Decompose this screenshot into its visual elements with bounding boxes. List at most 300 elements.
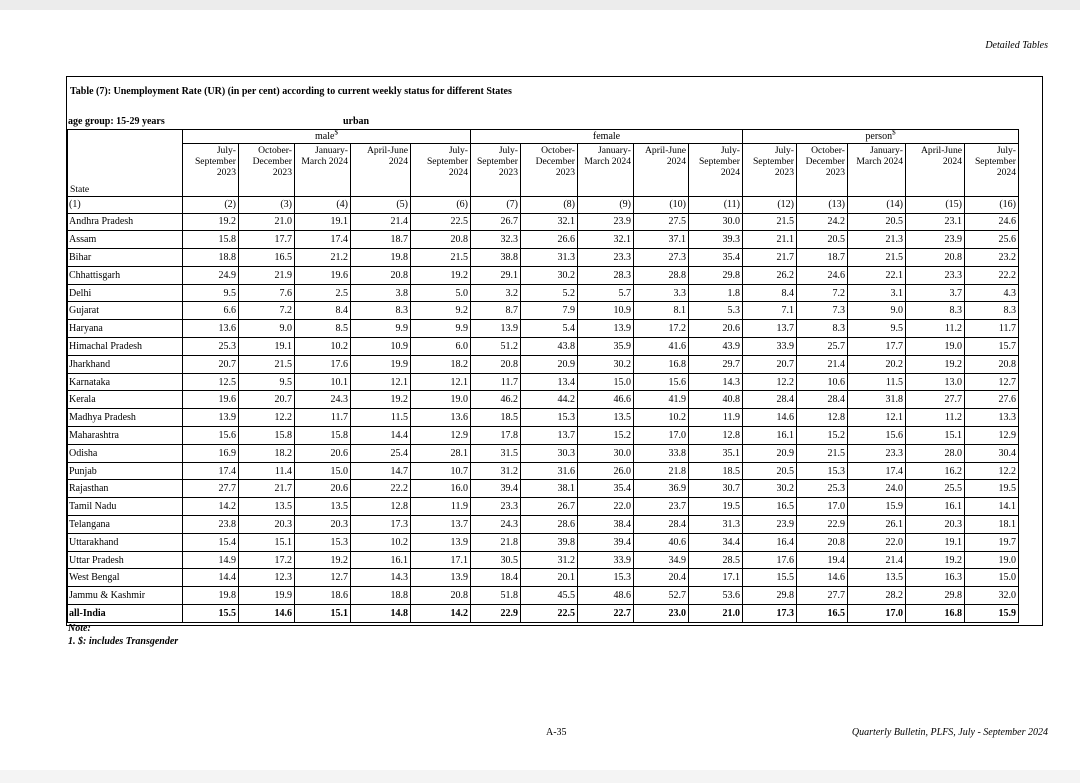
rate-cell: 23.9 — [906, 231, 965, 249]
group-label: male — [315, 131, 335, 142]
rate-cell: 13.7 — [743, 320, 797, 338]
rate-cell: 21.0 — [239, 213, 295, 231]
rate-cell: 25.6 — [965, 231, 1019, 249]
period-header: July-September 2024 — [411, 144, 471, 197]
rate-cell: 20.8 — [906, 249, 965, 267]
period-header: January-March 2024 — [295, 144, 351, 197]
state-name: West Bengal — [68, 569, 183, 587]
rate-cell: 30.5 — [471, 551, 521, 569]
rate-cell: 21.5 — [411, 249, 471, 267]
rate-cell: 20.8 — [411, 587, 471, 605]
table-row — [68, 231, 1019, 249]
rate-cell: 36.9 — [634, 480, 689, 498]
rate-cell: 31.3 — [689, 516, 743, 534]
rate-cell: 29.1 — [471, 266, 521, 284]
rate-cell: 19.1 — [239, 338, 295, 356]
rate-cell: 35.4 — [689, 249, 743, 267]
rate-cell: 21.8 — [634, 462, 689, 480]
rate-cell: 27.5 — [634, 213, 689, 231]
period-header-row — [68, 144, 1019, 197]
rate-cell: 13.9 — [411, 533, 471, 551]
rate-cell: 20.2 — [848, 355, 906, 373]
state-name: Karnataka — [68, 373, 183, 391]
rate-cell: 30.2 — [743, 480, 797, 498]
state-name: Haryana — [68, 320, 183, 338]
rate-cell: 12.5 — [183, 373, 239, 391]
rate-cell: 20.8 — [411, 231, 471, 249]
table-row — [68, 516, 1019, 534]
state-name: Himachal Pradesh — [68, 338, 183, 356]
rate-cell: 30.3 — [521, 444, 578, 462]
rate-cell: 15.3 — [521, 409, 578, 427]
section-header: Detailed Tables — [985, 40, 1048, 51]
area-label: urban — [343, 116, 370, 127]
rate-cell: 23.1 — [906, 213, 965, 231]
rate-cell: 17.7 — [848, 338, 906, 356]
rate-cell: 26.2 — [743, 266, 797, 284]
state-name: Maharashtra — [68, 427, 183, 445]
rate-cell: 33.8 — [634, 444, 689, 462]
viewer-bottom-strip — [0, 770, 1080, 783]
rate-cell: 15.8 — [183, 231, 239, 249]
rate-cell: 12.1 — [411, 373, 471, 391]
state-name: Rajasthan — [68, 480, 183, 498]
period-header: April-June 2024 — [351, 144, 411, 197]
rate-cell: 8.1 — [634, 302, 689, 320]
rate-cell: 4.3 — [965, 284, 1019, 302]
rate-cell: 19.2 — [295, 551, 351, 569]
rate-cell: 29.8 — [743, 587, 797, 605]
rate-cell: 32.3 — [471, 231, 521, 249]
rate-cell: 12.2 — [743, 373, 797, 391]
rate-cell: 17.0 — [848, 605, 906, 623]
table-body — [68, 130, 1019, 623]
column-number: (7) — [471, 196, 521, 213]
rate-cell: 11.7 — [471, 373, 521, 391]
column-number: (6) — [411, 196, 471, 213]
rate-cell: 20.8 — [965, 355, 1019, 373]
rate-cell: 29.8 — [689, 266, 743, 284]
rate-cell: 1.8 — [689, 284, 743, 302]
rate-cell: 19.9 — [351, 355, 411, 373]
rate-cell: 10.6 — [797, 373, 848, 391]
group-label: female — [592, 131, 621, 142]
column-number: (9) — [578, 196, 634, 213]
state-name: Tamil Nadu — [68, 498, 183, 516]
age-group-label: age group: 15-29 years — [68, 116, 165, 127]
rate-cell: 31.2 — [521, 551, 578, 569]
rate-cell: 10.2 — [351, 533, 411, 551]
unemployment-table — [67, 129, 1019, 623]
rate-cell: 18.5 — [471, 409, 521, 427]
state-name: Bihar — [68, 249, 183, 267]
rate-cell: 26.1 — [848, 516, 906, 534]
rate-cell: 24.6 — [797, 266, 848, 284]
rate-cell: 3.2 — [471, 284, 521, 302]
period-header: October-December 2023 — [521, 144, 578, 197]
rate-cell: 13.5 — [578, 409, 634, 427]
rate-cell: 38.4 — [578, 516, 634, 534]
rate-cell: 19.9 — [239, 587, 295, 605]
rate-cell: 15.1 — [906, 427, 965, 445]
rate-cell: 8.4 — [743, 284, 797, 302]
rate-cell: 9.9 — [351, 320, 411, 338]
rate-cell: 15.1 — [239, 533, 295, 551]
rate-cell: 19.5 — [965, 480, 1019, 498]
rate-cell: 20.1 — [521, 569, 578, 587]
table-frame — [66, 76, 1043, 626]
rate-cell: 14.1 — [965, 498, 1019, 516]
rate-cell: 24.3 — [295, 391, 351, 409]
rate-cell: 14.6 — [239, 605, 295, 623]
rate-cell: 12.2 — [965, 462, 1019, 480]
rate-cell: 28.4 — [743, 391, 797, 409]
rate-cell: 8.3 — [965, 302, 1019, 320]
rate-cell: 13.0 — [906, 373, 965, 391]
rate-cell: 22.2 — [965, 266, 1019, 284]
rate-cell: 17.4 — [183, 462, 239, 480]
rate-cell: 19.8 — [351, 249, 411, 267]
state-name: Kerala — [68, 391, 183, 409]
rate-cell: 8.3 — [351, 302, 411, 320]
rate-cell: 13.9 — [578, 320, 634, 338]
rate-cell: 31.5 — [471, 444, 521, 462]
group-label: person — [865, 131, 893, 142]
rate-cell: 53.6 — [689, 587, 743, 605]
rate-cell: 14.2 — [183, 498, 239, 516]
note-item: 1. $: includes Transgender — [68, 636, 179, 647]
rate-cell: 26.0 — [578, 462, 634, 480]
group-label-superscript: $ — [892, 129, 896, 137]
rate-cell: 12.8 — [351, 498, 411, 516]
rate-cell: 46.2 — [471, 391, 521, 409]
rate-cell: 43.9 — [689, 338, 743, 356]
rate-cell: 34.9 — [634, 551, 689, 569]
rate-cell: 20.9 — [521, 355, 578, 373]
table-row — [68, 266, 1019, 284]
rate-cell: 19.2 — [411, 266, 471, 284]
rate-cell: 23.8 — [183, 516, 239, 534]
period-header: July-September 2024 — [965, 144, 1019, 197]
column-number-row — [68, 196, 1019, 213]
rate-cell: 13.9 — [411, 569, 471, 587]
rate-cell: 14.4 — [183, 569, 239, 587]
rate-cell: 15.0 — [295, 462, 351, 480]
table-row — [68, 427, 1019, 445]
rate-cell: 40.6 — [634, 533, 689, 551]
rate-cell: 7.2 — [797, 284, 848, 302]
group-header-female — [471, 130, 743, 144]
rate-cell: 9.9 — [411, 320, 471, 338]
rate-cell: 13.4 — [521, 373, 578, 391]
rate-cell: 21.3 — [848, 231, 906, 249]
rate-cell: 5.0 — [411, 284, 471, 302]
rate-cell: 17.4 — [295, 231, 351, 249]
rate-cell: 21.4 — [797, 355, 848, 373]
rate-cell: 27.6 — [965, 391, 1019, 409]
rate-cell: 10.7 — [411, 462, 471, 480]
rate-cell: 24.6 — [965, 213, 1019, 231]
rate-cell: 22.2 — [351, 480, 411, 498]
rate-cell: 19.2 — [906, 551, 965, 569]
rate-cell: 16.4 — [743, 533, 797, 551]
table-row — [68, 480, 1019, 498]
rate-cell: 18.7 — [797, 249, 848, 267]
group-label-superscript: $ — [334, 129, 338, 137]
rate-cell: 18.5 — [689, 462, 743, 480]
rate-cell: 45.5 — [521, 587, 578, 605]
rate-cell: 8.7 — [471, 302, 521, 320]
rate-cell: 22.7 — [578, 605, 634, 623]
rate-cell: 18.2 — [411, 355, 471, 373]
rate-cell: 21.1 — [743, 231, 797, 249]
state-name: all-India — [68, 605, 183, 623]
period-header: July-September 2023 — [183, 144, 239, 197]
rate-cell: 16.1 — [743, 427, 797, 445]
rate-cell: 21.0 — [689, 605, 743, 623]
rate-cell: 8.3 — [906, 302, 965, 320]
rate-cell: 29.8 — [906, 587, 965, 605]
rate-cell: 28.2 — [848, 587, 906, 605]
state-column-header: State — [68, 144, 183, 197]
rate-cell: 17.2 — [239, 551, 295, 569]
rate-cell: 15.6 — [848, 427, 906, 445]
rate-cell: 21.2 — [295, 249, 351, 267]
rate-cell: 20.4 — [634, 569, 689, 587]
rate-cell: 44.2 — [521, 391, 578, 409]
rate-cell: 23.3 — [848, 444, 906, 462]
rate-cell: 23.3 — [906, 266, 965, 284]
column-number: (4) — [295, 196, 351, 213]
rate-cell: 39.4 — [578, 533, 634, 551]
state-name: Delhi — [68, 284, 183, 302]
rate-cell: 2.5 — [295, 284, 351, 302]
rate-cell: 16.5 — [797, 605, 848, 623]
rate-cell: 20.3 — [906, 516, 965, 534]
rate-cell: 9.5 — [848, 320, 906, 338]
rate-cell: 39.3 — [689, 231, 743, 249]
rate-cell: 9.2 — [411, 302, 471, 320]
rate-cell: 3.3 — [634, 284, 689, 302]
rate-cell: 14.3 — [351, 569, 411, 587]
rate-cell: 27.7 — [183, 480, 239, 498]
rate-cell: 11.9 — [689, 409, 743, 427]
rate-cell: 26.7 — [471, 213, 521, 231]
page-number: A-35 — [546, 727, 567, 738]
rate-cell: 19.4 — [797, 551, 848, 569]
rate-cell: 14.6 — [797, 569, 848, 587]
rate-cell: 11.7 — [965, 320, 1019, 338]
rate-cell: 39.8 — [521, 533, 578, 551]
rate-cell: 12.3 — [239, 569, 295, 587]
column-number: (14) — [848, 196, 906, 213]
rate-cell: 20.6 — [295, 480, 351, 498]
rate-cell: 20.8 — [351, 266, 411, 284]
rate-cell: 22.1 — [848, 266, 906, 284]
rate-cell: 24.9 — [183, 266, 239, 284]
rate-cell: 15.0 — [578, 373, 634, 391]
period-header: April-June 2024 — [906, 144, 965, 197]
rate-cell: 38.1 — [521, 480, 578, 498]
rate-cell: 22.0 — [848, 533, 906, 551]
table-row — [68, 498, 1019, 516]
rate-cell: 35.9 — [578, 338, 634, 356]
rate-cell: 10.2 — [634, 409, 689, 427]
rate-cell: 15.6 — [183, 427, 239, 445]
rate-cell: 15.9 — [848, 498, 906, 516]
rate-cell: 21.7 — [743, 249, 797, 267]
notes-heading: Note: — [68, 623, 91, 634]
rate-cell: 15.1 — [295, 605, 351, 623]
table-notes — [68, 622, 178, 648]
period-header: July-September 2023 — [471, 144, 521, 197]
rate-cell: 15.9 — [965, 605, 1019, 623]
rate-cell: 7.1 — [743, 302, 797, 320]
rate-cell: 9.0 — [848, 302, 906, 320]
rate-cell: 14.6 — [743, 409, 797, 427]
rate-cell: 22.5 — [411, 213, 471, 231]
rate-cell: 6.0 — [411, 338, 471, 356]
rate-cell: 13.9 — [471, 320, 521, 338]
rate-cell: 28.3 — [578, 266, 634, 284]
rate-cell: 15.5 — [743, 569, 797, 587]
state-name: Odisha — [68, 444, 183, 462]
rate-cell: 20.7 — [183, 355, 239, 373]
rate-cell: 51.8 — [471, 587, 521, 605]
column-number: (12) — [743, 196, 797, 213]
rate-cell: 52.7 — [634, 587, 689, 605]
table-row — [68, 213, 1019, 231]
rate-cell: 21.5 — [239, 355, 295, 373]
rate-cell: 16.5 — [743, 498, 797, 516]
document-page — [0, 10, 1080, 770]
rate-cell: 19.8 — [183, 587, 239, 605]
rate-cell: 30.0 — [578, 444, 634, 462]
rate-cell: 11.9 — [411, 498, 471, 516]
rate-cell: 15.3 — [578, 569, 634, 587]
rate-cell: 13.5 — [848, 569, 906, 587]
rate-cell: 3.8 — [351, 284, 411, 302]
rate-cell: 35.1 — [689, 444, 743, 462]
rate-cell: 20.3 — [239, 516, 295, 534]
rate-cell: 16.1 — [351, 551, 411, 569]
group-header-person — [743, 130, 1019, 144]
state-header-spacer — [68, 130, 183, 144]
publication-footer: Quarterly Bulletin, PLFS, July - September 2024 — [851, 727, 1048, 738]
rate-cell: 19.0 — [411, 391, 471, 409]
rate-cell: 14.3 — [689, 373, 743, 391]
rate-cell: 18.2 — [239, 444, 295, 462]
rate-cell: 20.6 — [295, 444, 351, 462]
rate-cell: 6.6 — [183, 302, 239, 320]
rate-cell: 38.8 — [471, 249, 521, 267]
rate-cell: 19.1 — [906, 533, 965, 551]
rate-cell: 21.5 — [848, 249, 906, 267]
rate-cell: 25.4 — [351, 444, 411, 462]
table-row — [68, 533, 1019, 551]
rate-cell: 3.7 — [906, 284, 965, 302]
rate-cell: 14.4 — [351, 427, 411, 445]
rate-cell: 24.0 — [848, 480, 906, 498]
rate-cell: 11.5 — [351, 409, 411, 427]
state-name: Jharkhand — [68, 355, 183, 373]
column-number: (10) — [634, 196, 689, 213]
rate-cell: 17.1 — [689, 569, 743, 587]
rate-cell: 30.0 — [689, 213, 743, 231]
rate-cell: 7.9 — [521, 302, 578, 320]
rate-cell: 16.2 — [906, 462, 965, 480]
state-name: Uttarakhand — [68, 533, 183, 551]
rate-cell: 23.3 — [578, 249, 634, 267]
rate-cell: 23.3 — [471, 498, 521, 516]
rate-cell: 15.5 — [183, 605, 239, 623]
rate-cell: 19.0 — [965, 551, 1019, 569]
rate-cell: 22.9 — [797, 516, 848, 534]
state-name: Jammu & Kashmir — [68, 587, 183, 605]
rate-cell: 19.2 — [906, 355, 965, 373]
table-row — [68, 320, 1019, 338]
group-header-male — [183, 130, 471, 144]
state-name: Andhra Pradesh — [68, 213, 183, 231]
rate-cell: 8.3 — [797, 320, 848, 338]
rate-cell: 12.7 — [965, 373, 1019, 391]
rate-cell: 13.7 — [521, 427, 578, 445]
table-row — [68, 569, 1019, 587]
rate-cell: 9.5 — [183, 284, 239, 302]
rate-cell: 19.5 — [689, 498, 743, 516]
rate-cell: 25.7 — [797, 338, 848, 356]
column-number: (16) — [965, 196, 1019, 213]
rate-cell: 37.1 — [634, 231, 689, 249]
group-header-row — [68, 130, 1019, 144]
rate-cell: 9.5 — [239, 373, 295, 391]
rate-cell: 17.0 — [634, 427, 689, 445]
rate-cell: 16.8 — [634, 355, 689, 373]
rate-cell: 23.2 — [965, 249, 1019, 267]
rate-cell: 27.7 — [797, 587, 848, 605]
rate-cell: 13.7 — [411, 516, 471, 534]
table-row — [68, 302, 1019, 320]
rate-cell: 28.5 — [689, 551, 743, 569]
rate-cell: 17.0 — [797, 498, 848, 516]
rate-cell: 15.2 — [797, 427, 848, 445]
rate-cell: 20.7 — [743, 355, 797, 373]
rate-cell: 28.4 — [634, 516, 689, 534]
table-row — [68, 462, 1019, 480]
column-number: (3) — [239, 196, 295, 213]
rate-cell: 16.0 — [411, 480, 471, 498]
rate-cell: 15.2 — [578, 427, 634, 445]
rate-cell: 12.9 — [965, 427, 1019, 445]
rate-cell: 25.3 — [183, 338, 239, 356]
rate-cell: 15.3 — [797, 462, 848, 480]
rate-cell: 12.1 — [848, 409, 906, 427]
table-row — [68, 444, 1019, 462]
rate-cell: 15.8 — [295, 427, 351, 445]
rate-cell: 7.2 — [239, 302, 295, 320]
state-name: Punjab — [68, 462, 183, 480]
table-row — [68, 409, 1019, 427]
rate-cell: 31.2 — [471, 462, 521, 480]
rate-cell: 14.9 — [183, 551, 239, 569]
rate-cell: 28.4 — [797, 391, 848, 409]
rate-cell: 12.1 — [351, 373, 411, 391]
period-header: January-March 2024 — [578, 144, 634, 197]
rate-cell: 11.7 — [295, 409, 351, 427]
rate-cell: 13.9 — [183, 409, 239, 427]
rate-cell: 28.1 — [411, 444, 471, 462]
rate-cell: 12.8 — [689, 427, 743, 445]
